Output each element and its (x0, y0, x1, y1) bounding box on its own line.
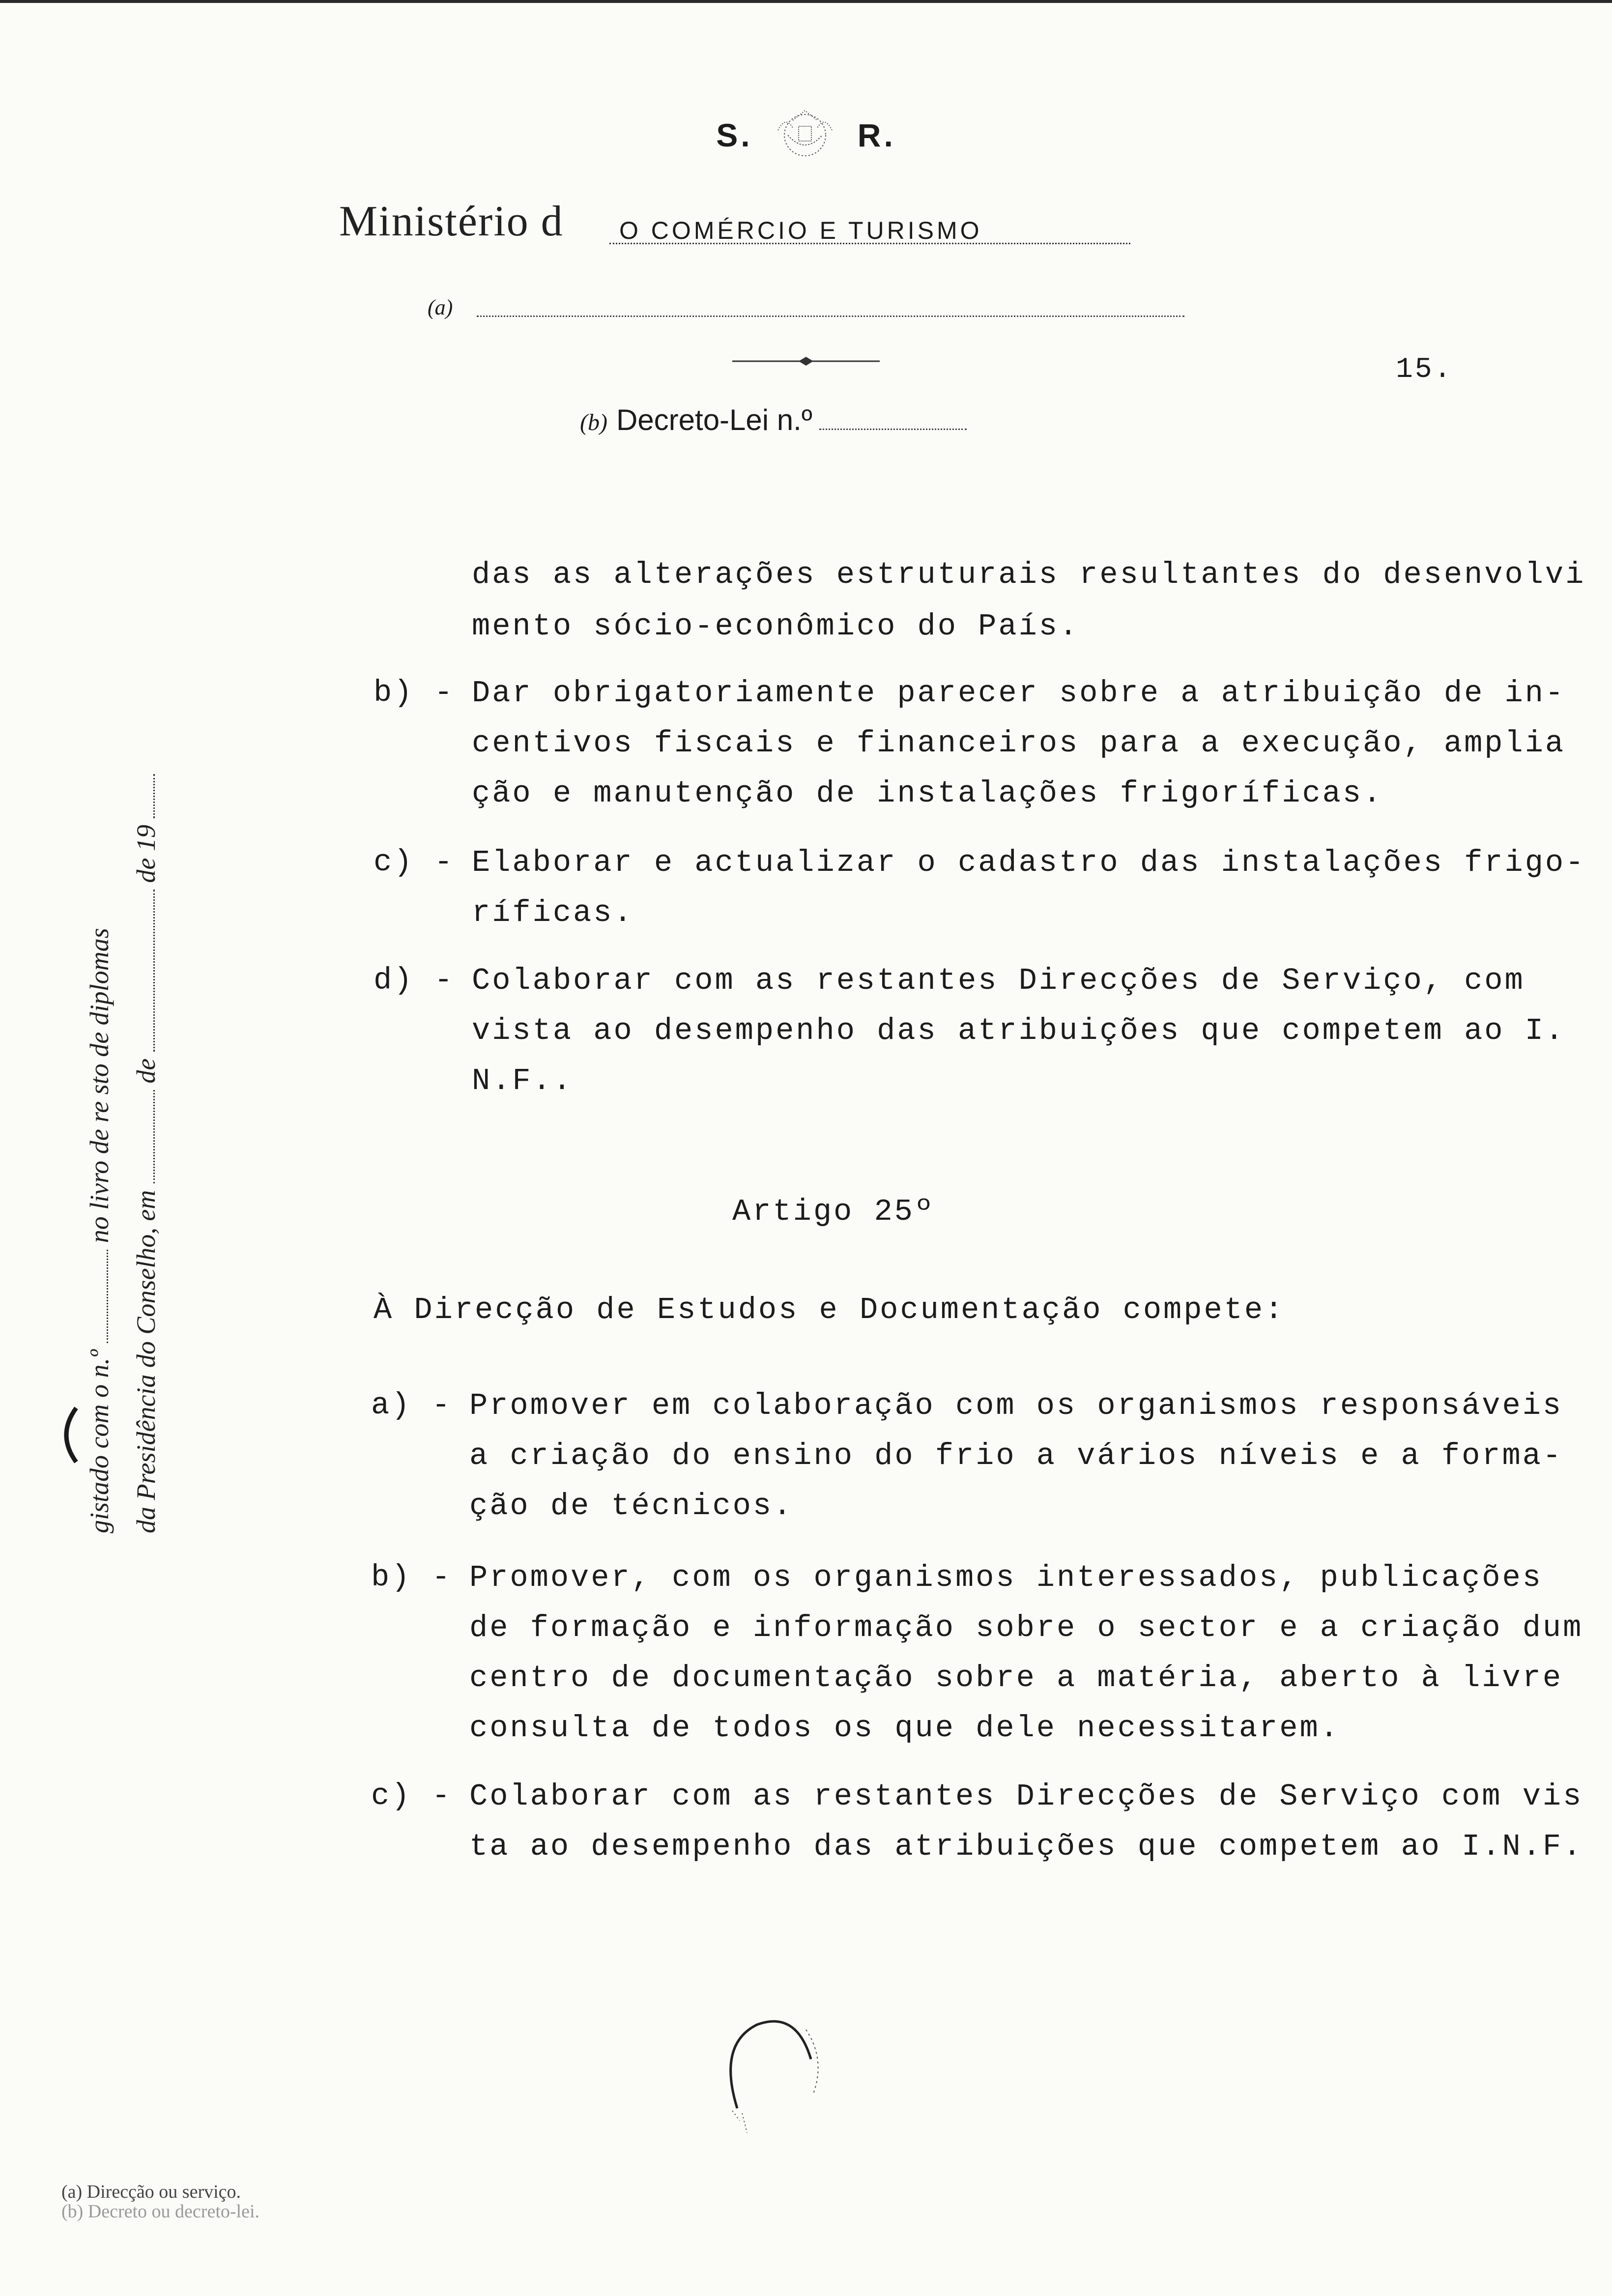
article-intro: À Direcção de Estudos e Documentação compete: (374, 1292, 1285, 1327)
list-item (374, 668, 1566, 826)
ministry-name: O COMÉRCIO E TURISMO (609, 218, 1130, 244)
item-text: Promover em colaboração com os organismos responsáveis a criação do ensino do frio a vários níveis e a forma- ção de técnicos. (469, 1388, 1563, 1523)
ministry-line (339, 197, 1283, 251)
decree-label: Decreto-Lei n.º (616, 403, 812, 436)
letterhead-s: S. (716, 117, 753, 153)
list-item (374, 838, 1586, 941)
registration-note (76, 600, 189, 1533)
continuation-line-1: das as alterações estruturais resultantes do desenvolvi (472, 557, 1586, 592)
item-label: c) - (371, 1779, 452, 1813)
footnote-b: (b) Decreto ou decreto-lei. (61, 2201, 260, 2222)
stamp-mark (698, 1985, 855, 2143)
item-text: Colaborar com as restantes Direcções de Serviço com vis ta ao desempenho das atribuições que competem ao I.N.F. (469, 1779, 1583, 1864)
item-text: Promover, com os organismos interessados, publicações de formação e informação sobre o sector e a criação dum centro de documentação sobre a matéria, aberto à livre consulta de todos os que dele necessitarem. (469, 1560, 1583, 1746)
coat-of-arms-icon (763, 101, 847, 170)
list-item (371, 1381, 1563, 1538)
top-border-rule (0, 0, 1612, 3)
letterhead-seal-row (0, 101, 1612, 170)
item-label: b) - (374, 675, 455, 710)
footnotes (61, 2182, 259, 2221)
item-label: a) - (371, 1388, 452, 1423)
registration-note-line-2: da Presidência do Conselho, em de de 19 (123, 600, 170, 1533)
article-heading: Artigo 25º (732, 1194, 935, 1229)
ministry-label: Ministério d (339, 198, 564, 245)
list-item (371, 1772, 1583, 1880)
continuation-line-2: mento sócio-econômico do País. (472, 609, 1080, 644)
footnote-a: (a) Direcção ou serviço. (61, 2181, 241, 2202)
item-text: Dar obrigatoriamente parecer sobre a atribuição de in- centivos fiscais e financeiros para a execução, amplia ção e manutenção de instalações frigoríficas. (472, 676, 1566, 811)
item-label: c) - (374, 845, 455, 880)
list-item (371, 1553, 1583, 1759)
decree-number-blank (819, 429, 967, 430)
service-dotted-blank (477, 316, 1184, 317)
page-number: 15. (1396, 354, 1453, 386)
registration-note-line-1: gistado com o n.º no livro de re sto de diplomas (85, 928, 114, 1533)
item-text: Colaborar com as restantes Direcções de Serviço, com vista ao desempenho das atribuições que competem ao I. N.F.. (472, 963, 1566, 1098)
item-label: b) - (371, 1560, 452, 1595)
letterhead-r: R. (857, 117, 896, 153)
item-text: Elaborar e actualizar o cadastro das instalações frigo- ríficas. (472, 845, 1586, 930)
list-item (374, 956, 1566, 1113)
decree-line (580, 403, 1071, 437)
service-line (428, 295, 1194, 324)
decree-marker: (b) (580, 409, 607, 435)
ornament-divider (732, 354, 880, 369)
service-marker: (a) (428, 295, 453, 319)
item-label: d) - (374, 963, 455, 998)
